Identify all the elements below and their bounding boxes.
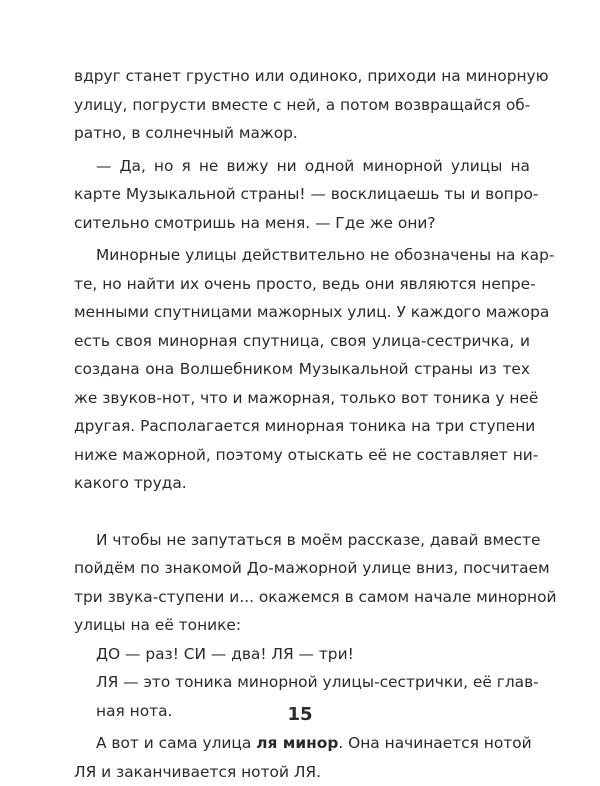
text-line: ЛЯ — это тоника минорной улицы-сестрички, её глав- (74, 668, 530, 697)
text-line: есть своя минорная спутница, своя улица-сестричка, и (74, 327, 530, 356)
text-line: ДО — раз! СИ — два! ЛЯ — три! (74, 640, 530, 669)
text-line: те, но найти их очень просто, ведь они являются непре- (74, 270, 530, 299)
text-line: ниже мажорной, поэтому отыскать её не составляет ни- (74, 441, 530, 470)
text-line: улицу, погрусти вместе с ней, а потом возвращайся об- (74, 91, 530, 120)
page-number: 15 (0, 704, 600, 725)
text-line: — Да, но я не вижу ни одной минорной улицы на (74, 152, 530, 181)
paragraph-2 (74, 152, 530, 238)
text-line: сительно смотришь на меня. — Где же они? (74, 209, 530, 238)
text-line (74, 729, 530, 758)
text-line: ная нота. (74, 697, 530, 726)
bold-term: ля минор (256, 734, 338, 752)
paragraph-4 (74, 526, 530, 640)
text-line: же звуков-нот, что и мажорная, только вот тоника у неё (74, 384, 530, 413)
text-line: Минорные улицы действительно не обозначены на кар- (74, 241, 530, 270)
text-span: . Она начинается нотой (338, 734, 531, 752)
paragraph-3 (74, 241, 530, 498)
text-line: улицы на её тонике: (74, 611, 530, 640)
text-span: А вот и сама улица (96, 734, 256, 752)
text-line: другая. Располагается минорная тоника на три ступени (74, 412, 530, 441)
text-line: карте Музыкальной страны! — восклицаешь ты и вопро- (74, 180, 530, 209)
text-line: И чтобы не запутаться в моём рассказе, давай вместе (74, 526, 530, 555)
book-page-text (74, 62, 530, 786)
text-line: создана она Волшебником Музыкальной страны из тех (74, 355, 530, 384)
paragraph-1 (74, 62, 530, 148)
text-line: ратно, в солнечный мажор. (74, 119, 530, 148)
text-line: пойдём по знакомой До-мажорной улице вниз, посчитаем (74, 554, 530, 583)
text-line: вдруг станет грустно или одиноко, приходи на минорную (74, 62, 530, 91)
text-line: ЛЯ и заканчивается нотой ЛЯ. (74, 758, 530, 786)
paragraph-7 (74, 729, 530, 786)
paragraph-5 (74, 640, 530, 669)
text-line: какого труда. (74, 469, 530, 498)
text-line: три звука-ступени и... окажемся в самом начале минорной (74, 583, 530, 612)
text-line: менными спутницами мажорных улиц. У каждого мажора (74, 298, 530, 327)
